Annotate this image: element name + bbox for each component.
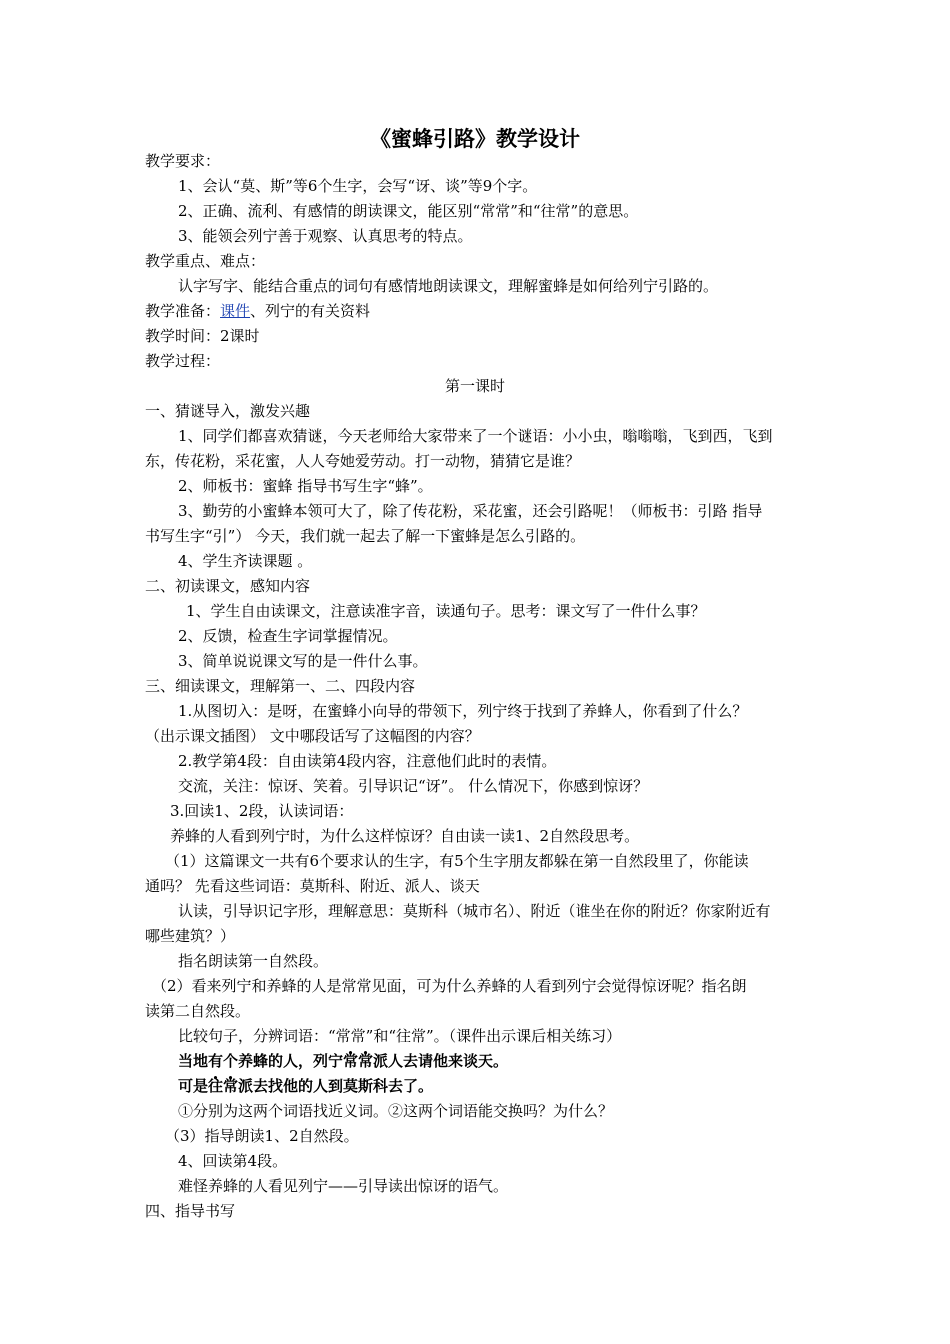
section-1-item-4: 4、学生齐读课题 。 [178, 552, 313, 570]
sentence-1-prefix: 当地有个养蜂的人，列宁 [178, 1052, 344, 1070]
emphasis-char: 常 [358, 1052, 374, 1070]
section-1-item-2: 2、师板书：蜜蜂 指导书写生字“蜂”。 [178, 477, 433, 495]
document-title: 《蜜蜂引路》教学设计 [370, 126, 580, 151]
section-3-heading: 三、细读课文，理解第一、二、四段内容 [145, 677, 416, 695]
part-2c: 比较句子，分辨词语：“常常”和“往常”。（课件出示课后相关练习） [178, 1027, 622, 1045]
part-1e: 指名朗读第一自然段。 [178, 952, 329, 970]
preparation-label: 教学准备： [145, 302, 221, 320]
section-3-item-1b: （出示课文插图） 文中哪段话写了这幅图的内容？ [145, 727, 480, 745]
emphasis-char: 常 [223, 1077, 239, 1095]
example-sentence-2 [178, 1075, 433, 1097]
part-3: （3）指导朗读1、2自然段。 [165, 1127, 359, 1145]
teaching-process-heading: 教学过程： [145, 352, 221, 370]
part-2b: 读第二自然段。 [145, 1002, 251, 1020]
section-3-item-1a: 1.从图切入：是呀，在蜜蜂小向导的带领下，列宁终于找到了养蜂人，你看到了什么？ [178, 702, 748, 720]
part-1a: （1）这篇课文一共有6个要求认的生字，有5个生字朋友都躲在第一自然段里了，你能读 [165, 852, 749, 870]
section-2-item-1: 1、学生自由读课文，注意读准字音，读通句子。思考：课文写了一件什么事？ [186, 602, 706, 620]
emphasis-char: 常 [343, 1052, 359, 1070]
section-3-item-3b: 养蜂的人看到列宁时，为什么这样惊讶？自由读一读1、2自然段思考。 [170, 827, 640, 845]
sentence-2-suffix: 派去找他的人到莫斯科去了。 [238, 1077, 434, 1095]
section-3-item-4: 4、回读第4段。 [178, 1152, 288, 1170]
sentence-2-prefix: 可是 [178, 1077, 209, 1095]
requirements-heading: 教学要求： [145, 152, 221, 170]
requirement-1: 1、会认“莫、斯”等6个生字，会写“讶、谈”等9个字。 [178, 177, 538, 195]
section-2-heading: 二、初读课文，感知内容 [145, 577, 311, 595]
section-2-item-3: 3、简单说说课文写的是一件什么事。 [178, 652, 428, 670]
requirement-2: 2、正确、流利、有感情的朗读课文，能区别“常常”和“往常”的意思。 [178, 202, 639, 220]
part-2d: ①分别为这两个词语找近义词。②这两个词语能交换吗？为什么？ [178, 1102, 614, 1120]
section-1-item-1b: 东，传花粉，采花蜜，人人夸她爱劳动。打一动物，猜猜它是谁？ [145, 452, 581, 470]
section-3-item-2b: 交流，关注：惊讶、笑着。引导识记“讶”。 什么情况下，你感到惊讶？ [178, 777, 649, 795]
courseware-link[interactable]: 课件 [220, 302, 251, 320]
requirement-3: 3、能领会列宁善于观察、认真思考的特点。 [178, 227, 473, 245]
section-4-heading: 四、指导书写 [145, 1202, 236, 1220]
part-2a: （2）看来列宁和养蜂的人是常常见面，可为什么养蜂的人看到列宁会觉得惊讶呢？指名朗 [152, 977, 747, 995]
section-1-item-3b: 书写生字“引”） 今天，我们就一起去了解一下蜜蜂是怎么引路的。 [145, 527, 586, 545]
section-3-item-2: 2.教学第4段：自由读第4段内容，注意他们此时的表情。 [178, 752, 557, 770]
preparation-line [145, 300, 370, 322]
lesson-one-heading: 第一课时 [444, 377, 505, 395]
key-points-text: 认字写字、能结合重点的词句有感情地朗读课文，理解蜜蜂是如何给列宁引路的。 [178, 277, 719, 295]
key-points-heading: 教学重点、难点： [145, 252, 266, 270]
part-1c: 认读，引导识记字形，理解意思：莫斯科（城市名）、附近（谁坐在你的附近？你家附近有 [178, 902, 771, 920]
emphasis-char: 往 [208, 1077, 224, 1095]
section-1-item-3a: 3、勤劳的小蜜蜂本领可大了，除了传花粉，采花蜜，还会引路呢！（师板书：引路 指导 [178, 502, 763, 520]
section-2-item-2: 2、反馈，检查生字词掌握情况。 [178, 627, 398, 645]
teaching-time: 教学时间：2课时 [145, 327, 260, 345]
section-1-heading: 一、猜谜导入，激发兴趣 [145, 402, 311, 420]
section-3-item-4b: 难怪养蜂的人看见列宁——引导读出惊讶的语气。 [178, 1177, 509, 1195]
part-1d: 哪些建筑？） [145, 927, 236, 945]
sentence-1-suffix: 派人去请他来谈天。 [373, 1052, 509, 1070]
preparation-rest: 、列宁的有关资料 [250, 302, 371, 320]
section-3-item-3: 3.回读1、2段，认读词语： [170, 802, 354, 820]
part-1b: 通吗？ 先看这些词语：莫斯科、附近、派人、谈天 [145, 877, 480, 895]
section-1-item-1a: 1、同学们都喜欢猜谜，今天老师给大家带来了一个谜语：小小虫，嗡嗡嗡，飞到西，飞到 [178, 427, 773, 445]
